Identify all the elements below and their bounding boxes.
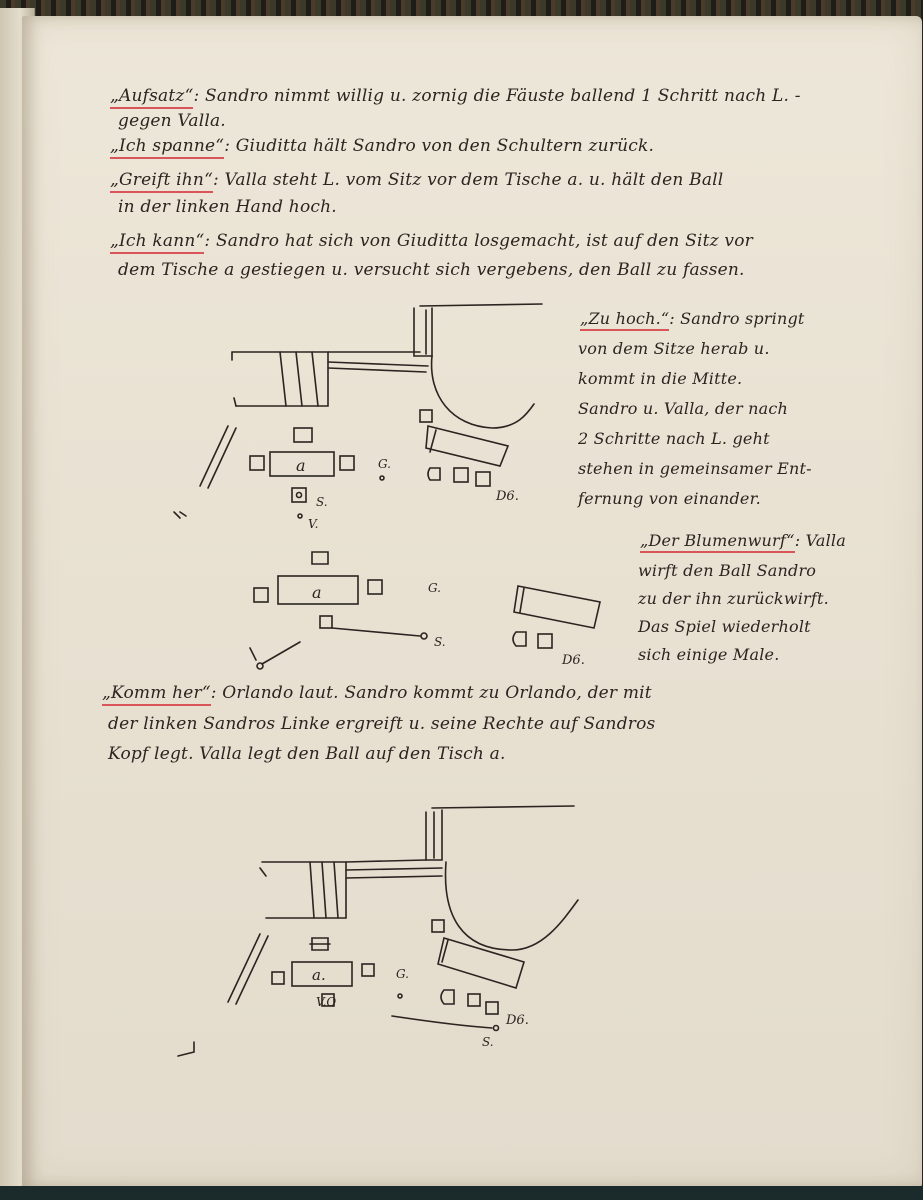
paragraph-2-line-1: „Ich spanne“: Giuditta hält Sandro von den Schultern zurück. <box>110 134 654 158</box>
cue-greift-ihn: „Greift ihn“ <box>110 170 213 193</box>
sketch-3-label-d6: D6. <box>506 1013 529 1028</box>
sketch-3-back-wall <box>432 806 574 808</box>
sketch-3-label-v: V.O <box>316 995 337 1009</box>
side-note-1-line-1: „Zu hoch.“: Sandro springt <box>580 304 805 334</box>
paragraph-3-line-2: in der linken Hand hoch. <box>118 197 337 217</box>
sketch-3-left-bench <box>228 934 268 1004</box>
cue-ich-kann: „Ich kann“ <box>110 231 204 254</box>
paragraph-3-line-1: „Greift ihn“: Valla steht L. vom Sitz vor dem Tische a. u. hält den Ball <box>110 168 723 192</box>
side-note-2-line-1: „Der Blumenwurf“: Valla <box>640 526 846 556</box>
sketch-3-walk-path <box>392 1016 492 1028</box>
sketch-3-stairs <box>262 862 346 918</box>
sketch-1-label-s: S. <box>316 495 328 509</box>
sketch-3-curve <box>446 862 578 950</box>
paragraph-4-line-2: dem Tische a gestiegen u. versucht sich vergebens, den Ball zu fassen. <box>118 260 745 280</box>
sketch-3-chair-left <box>272 972 284 984</box>
sketch-1-label-v: V. <box>308 517 319 531</box>
sketch-1-label-d6: D6. <box>496 489 519 504</box>
sketch-1-label-g: G. <box>378 457 391 471</box>
paragraph-1-line-2: gegen Valla. <box>118 111 226 131</box>
stage-sketch-3 <box>22 16 922 1188</box>
manuscript-page: „Aufsatz“: Sandro nimmt willig u. zornig die Fäuste ballend 1 Schritt nach L. - gegen Valla. „Ich spanne“: Giuditta hält Sandro von den Schultern zurück. „Greift ihn“: Valla steht L. vom Sitz vor dem Tische a. u. hält den Ball in der linken Hand hoch. „Ich kann“: Sandro hat sich von Giuditta losgemacht, ist auf den Sitz vor dem Tische a gestiegen u. versucht sich vergebens, den Ball zu fassen. „Zu hoch.“: Sandro springt von dem Sitze herab u. kommt in die Mitte. Sandro u. Valla, der nach 2 Schritte nach L. geht stehen in gemeinsamer Ent- fernung von einander. „Der Blumenwurf“: Valla wirft den Ball Sandro zu der ihn zurückwirft. Das Spiel wiederholt sich einige Male. „Komm her“: Orlando laut. Sandro kommt zu Orlando, der mit der linken Sandros Linke ergreift u. seine Rechte auf Sandros Kopf legt. Valla legt den Ball auf den Tisch a. a S. V. G. D6. a G. S. D6. a. V.O G. S. D6. <box>22 16 922 1188</box>
sketch-3-label-s: S. <box>482 1035 494 1049</box>
sketch-3-chair-top <box>310 938 330 950</box>
sketch-3-label-g: G. <box>396 967 409 981</box>
paragraph-1-line-1: „Aufsatz“: Sandro nimmt willig u. zornig die Fäuste ballend 1 Schritt nach L. - <box>110 84 801 108</box>
cue-aufsatz: „Aufsatz“ <box>110 86 193 109</box>
paragraph-5-line-3: Kopf legt. Valla legt den Ball auf den Tisch a. <box>108 744 506 764</box>
sketch-3-table-label: a. <box>312 966 326 984</box>
bottom-edge <box>0 1186 923 1200</box>
cue-komm-her: „Komm her“ <box>102 683 211 706</box>
sketch-3-platform <box>346 860 442 878</box>
paragraph-4-line-1: „Ich kann“: Sandro hat sich von Giuditta losgemacht, ist auf den Sitz vor <box>110 229 753 253</box>
sketch-2-table-label: a <box>312 583 322 602</box>
paragraph-5-line-2: der linken Sandros Linke ergreift u. seine Rechte auf Sandros <box>108 714 656 734</box>
cue-ich-spanne: „Ich spanne“ <box>110 136 224 159</box>
sketch-2-label-s: S. <box>434 635 446 649</box>
sketch-2-label-d6: D6. <box>562 653 585 668</box>
paragraph-5-line-1: „Komm her“: Orlando laut. Sandro kommt zu Orlando, der mit <box>102 681 652 705</box>
sketch-3-chair-right <box>362 964 374 976</box>
sketch-3-right-bench <box>438 938 524 988</box>
sketch-2-label-g: G. <box>428 581 441 595</box>
sketch-1-table-label: a <box>296 456 306 475</box>
